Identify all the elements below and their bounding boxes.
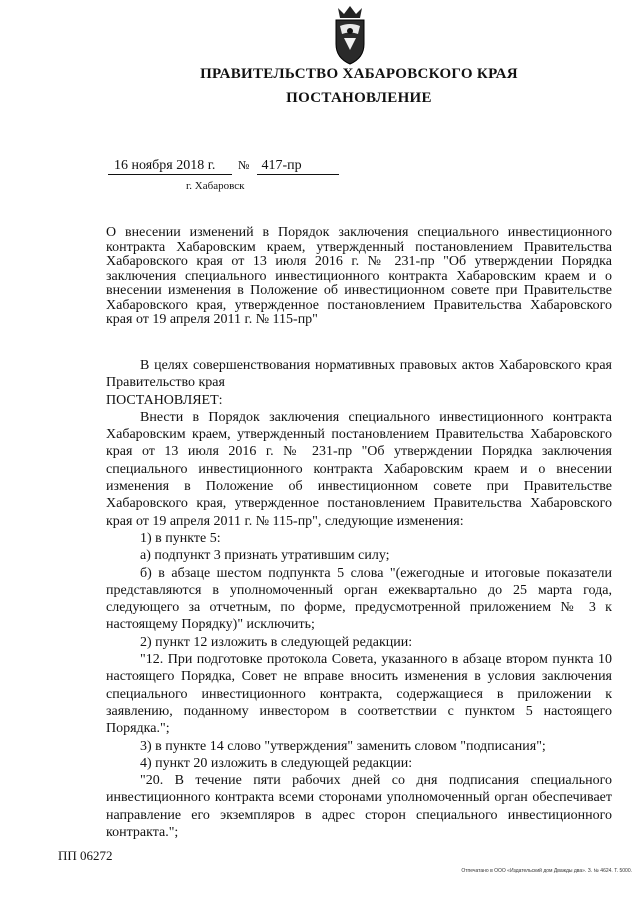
date-number-line — [108, 158, 339, 175]
body-paragraph: 2) пункт 12 изложить в следующей редакции: — [140, 634, 413, 650]
body-paragraph: б) в абзаце шестом подпункта 5 слова "(ежегодные и итоговые показатели представляются в уполномоченный орган ежеквартально до 25 марта года, следующего за отчетным, по форме, предусмотренной приложением № 3 к настоящему Порядку)" исключить; — [106, 565, 612, 633]
number-sign: № — [238, 158, 250, 172]
preamble-paragraph: В целях совершенствования нормативных правовых актов Хабаровского края Правительство края — [106, 358, 612, 391]
document-type: ПОСТАНОВЛЕНИЕ — [286, 90, 432, 106]
document-title: О внесении изменений в Порядок заключения специального инвестиционного контракта Хабаровским краем, утвержденный постановлением Правительства Хабаровского края от 13 июля 2016 г. № 231-пр "Об утверждении Порядка заключения специального инвестиционного контракта Хабаровским краем и о внесении изменения в Положение об инвестиционном совете при Правительстве Хабаровского края, утвержденное постановлением Правительства Хабаровского края от 19 апреля 2011 г. № 115-пр" — [106, 225, 612, 327]
document-body — [106, 357, 612, 841]
header — [0, 62, 638, 110]
body-paragraph: 1) в пункте 5: — [140, 530, 221, 546]
body-paragraph: 3) в пункте 14 слово "утверждения" заменить словом "подписания"; — [140, 738, 546, 754]
body-paragraph: "12. При подготовке протокола Совета, указанного в абзаце втором пункта 10 настоящего Порядка, Совет не вправе вносить изменения в условия заключения специального инвестиционного контракта, содержащиеся в приложении к заявлению, поданному инвестором в соответствии с пунктом 5 настоящего Порядка."; — [106, 652, 612, 737]
printer-imprint: Отпечатано в ООО «Издательский дом Дважды два». З. № 4624. Т. 5000. — [461, 868, 632, 874]
document-number: 417-пр — [257, 158, 339, 175]
footer-code: ПП 06272 — [58, 848, 113, 863]
organization-name: ПРАВИТЕЛЬСТВО ХАБАРОВСКОГО КРАЯ — [200, 66, 518, 82]
body-paragraph: а) подпункт 3 признать утратившим силу; — [140, 548, 390, 564]
body-paragraph: "20. В течение пяти рабочих дней со дня подписания специального инвестиционного контракта всеми сторонами уполномоченный орган обеспечивает направление его экземпляров в адрес сторон специального инвестиционного контракта."; — [106, 773, 612, 841]
body-paragraph: Внести в Порядок заключения специального инвестиционного контракта Хабаровским краем, утвержденный постановлением Правительства Хабаровского края от 13 июля 2016 г. № 231-пр "Об утверждении Порядка заключения специального инвестиционного контракта Хабаровским краем и о внесении изменения в Положение об инвестиционном совете при Правительстве Хабаровского края, утвержденное постановлением Правительства Хабаровского края от 19 апреля 2011 г. № 115-пр", следующие изменения: — [106, 409, 612, 529]
document-date: 16 ноября 2018 г. — [108, 158, 232, 175]
coat-of-arms-emblem — [330, 4, 370, 66]
document-city: г. Хабаровск — [186, 180, 245, 192]
body-paragraph: 4) пункт 20 изложить в следующей редакции: — [140, 755, 413, 771]
resolves-heading: ПОСТАНОВЛЯЕТ: — [106, 392, 223, 408]
